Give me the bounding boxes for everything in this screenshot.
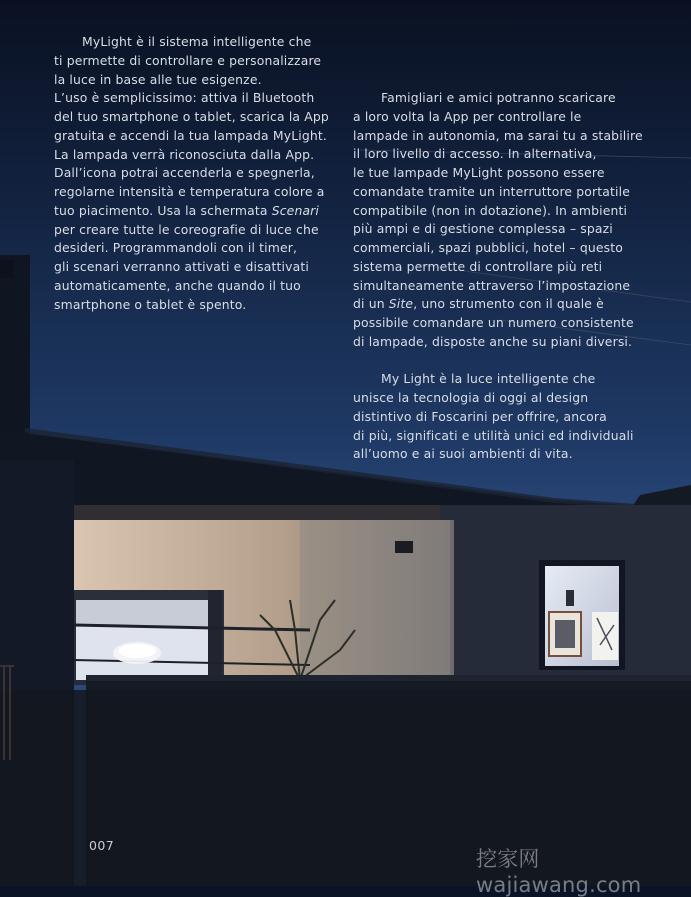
emphasis-site: Site [388, 296, 414, 312]
paragraph-mylight-design: My Light è la luce intelligente che unisce la tecnologia di oggi al design distintivo di Foscarini per offrire, ancora di più, significati e utilità unici ed individuali all’uomo e ai suoi ambienti di vita. [353, 371, 634, 462]
paragraph-text-cont: , uno strumento con il quale è possibile comandare un numero consistente di lampade, disposte anche su piani diversi. [353, 296, 634, 349]
body-column-right [353, 89, 653, 464]
paragraph-mylight-intro [54, 33, 354, 314]
paragraph-family-access [353, 89, 653, 352]
right-window [539, 560, 625, 670]
living-room-window [74, 520, 454, 680]
site-watermark: 挖家网 wajiawang.com [476, 847, 642, 897]
emphasis-scenari: Scenari [271, 202, 320, 218]
body-column-left [54, 33, 354, 314]
page-number: 007 [89, 838, 115, 853]
paragraph-text-cont: per creare tutte le coreografie di luce che desideri. Programmandoli con il timer, gli scenari verranno attivati e disattivati automaticamente, anche quando il tuo smartphone o tablet è spento. [54, 221, 319, 312]
paragraph-text: MyLight è il sistema intelligente che ti permette di controllare e personalizzare la luce in base alle tue esigenze. L’uso è semplicissimo: attiva il Bluetooth del tuo smartphone o tablet, scarica la App gratuita e accendi la tua lampada MyLight. La lampada verrà riconosciuta dalla App. Dall’icona potrai accenderla e spegnerla, regolarne intensità e temperatura colore a tuo piacimento. Usa la schermata [54, 34, 329, 218]
paragraph-text: Famigliari e amici potranno scaricare a loro volta la App per controllare le lampade in autonomia, ma sarai tu a stabilire il loro livello di accesso. In alternativa, le tue lampade MyLight possono essere comandate tramite un interruttore portatile compatibile (non in dotazione). In ambienti più ampi e di gestione complessa – spazi commerciali, spazi pubblici, hotel – questo sistema permette di controllare più reti simultaneamente attraverso l’impostazione di un [353, 90, 643, 312]
